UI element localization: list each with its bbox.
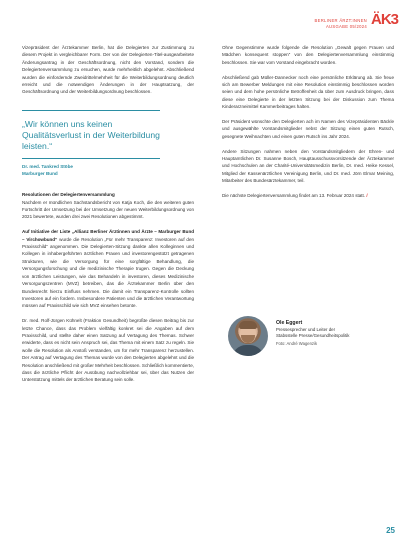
right-paragraph-1: Ohne Gegenstimme wurde folgende die Resolution „Gewalt gegen Frauen und Mädchen konsequent stoppen“ von den Delegiertenversammlung einstimmig beschlossen. Sie war vom Vorstand eingebracht worden. bbox=[222, 45, 394, 65]
chamber-logo: ÄK3 bbox=[371, 11, 399, 28]
left-paragraph-4: Dr. med. Rolf-Jürgen Kühnelt (Fraktion Gesundheit) begrüßte diesen Beitrag bis zur letzte Chance, dass das Problem vielfältig konkret sei die Angaben auf dem Praxisschild, und stellte daher einen Satzung auf Vertagung des Themas. Schwer erwiderte, dass es nicht sein Anspruch sei, das Thema mit einem Satz zu regeln. Sie wolle die Resolution als Anstoß verstanden, um für mehr Transparenz herzustellen. Der Antrag auf Vertagung des Themas wurde von den Delegierten abgelehnt und die Resolution anschließend mit großer Mehrheit beschlossen. Schließlich kommentierte, dass die ärztliche Pflicht der Ausübung nachvollziehbar sei, über das Nutzen der Unterstützung mittels der ärztlichen Beratung sein solle. bbox=[22, 318, 194, 383]
left-paragraph-2-body: Nachdem er mündlichen Sachstandsbericht von Katja Koch, die den weiteren guten Fortschritt der Umsetzung bei der Umsetzung der neuen Weiterbildungsordnung von 2021 bewertete, wurden drei zwei Resolutionen abgestimmt. bbox=[22, 199, 194, 220]
quote-rule-top bbox=[22, 110, 160, 111]
left-paragraph-3 bbox=[22, 228, 194, 309]
journal-header bbox=[315, 18, 367, 30]
left-column bbox=[22, 44, 194, 384]
right-paragraph-4: Andere Sitzungen nahmen neben den Vorstandsmitgliedern der Ehren- und Hauptamtlichen Dr. Susanne Bosch, Hauptausschussvorsitzende der Ärztekammer und Hochschulen an der Charité-Universitätsmedizin Berlin, Dr. med. Heike Kessel, Mitglied der Kassenärztlichen Vereinigung Berlin, und Dr. med. Jörn Elmar Meining, Mitarbeiter des Bundesärztekammer, teil. bbox=[222, 148, 394, 184]
next-meeting-text: Die nächste Delegiertenversammlung findet am 13. Februar 2024 statt. bbox=[222, 193, 366, 199]
author-role-1: Pressesprecher und Leiter der bbox=[276, 327, 336, 332]
quote-author-affiliation: Marburger Bund bbox=[22, 171, 58, 177]
end-mark: / bbox=[366, 193, 368, 199]
pull-quote: „Wir können uns keinen Qualitätsverlust in der Weiterbildung leisten.“ bbox=[22, 118, 160, 151]
photo-credit: Foto: André Wagenzik bbox=[276, 340, 318, 346]
issue-label: AUSGABE 05/2024 bbox=[325, 24, 367, 29]
section-heading: Resolutionen der Delegiertenversammlung bbox=[22, 192, 115, 198]
author-info bbox=[276, 320, 349, 347]
right-paragraph-3: Der Präsident wünschte den Delegierten ach im Namen des Vizepräsidenten Bäckle und ausgewählte Vorstandsmitglieder nebst der Sitzung einen guten Rutsch, gesegnete Weihnachten und einen guten Rutsch ins Jahr 2024. bbox=[222, 119, 394, 139]
right-column bbox=[222, 44, 394, 207]
author-name: Ole Eggert bbox=[276, 320, 303, 326]
journal-title: BERLINER ÄRZT:INNEN bbox=[314, 18, 367, 23]
quote-author-name: Dr. med. Tankred Stöbe bbox=[22, 163, 73, 169]
quote-attribution bbox=[22, 163, 194, 177]
initiative-heading: Auf Initiative der Liste „Allianz Berliner Ärztinnen und Ärzte – Marburger Bund – Virchowbund“ bbox=[22, 229, 194, 242]
author-role-2: Stabsstelle Presse/Gesundheitspolitik bbox=[276, 333, 350, 339]
author-photo bbox=[228, 316, 268, 356]
right-paragraph-2: Abschließend gab Müller-Dannecker noch eine persönliche Erklärung ab. Sie freue sich am Bewerber Meldungen mit eine Resolution einstimmig beschlossen worden seien und dem hohe persönliche Betroffenheit da über zum Ausdruck bringen, dass diese eine Delegierte in der letzten Sitzung bei der Diskussion zum Thema Kinderarzneimittel Kammerbeitrages halten. bbox=[222, 74, 394, 110]
page-number: 25 bbox=[386, 526, 395, 535]
right-paragraph-5 bbox=[222, 192, 394, 199]
quote-rule-bottom bbox=[22, 158, 160, 159]
left-paragraph-1: Vizepräsident der Ärztekammer Berlin, hat die Delegierten zur Zustimmung zu diesem Projekt in vergleichbarer Form. Der von der Delegierten-Titel-ausgearbeitete Änderungsantrag in der Geschäftsordnung, nicht den Vorstand, sondern die Delegiertenversammlung zu ersuchen, wurde mehrheitlich abgelehnt. Abschließend wurden die einfordernde Zweidrittelmehrheit für die Weiterbildungsordnung deutlich erreicht und die notwendigen Änderungen in der Hauptsatzung, der Geschäftsordnung und der Weiterbildungsordnung beschlossen. bbox=[22, 45, 194, 95]
left-paragraph-3-body: wurde die Resolution „Für mehr Transparenz: Investoren auf den Praxisschild“ angenommen. Die Delegierten-Sitzung dankte allen Kolleginnen und Kollegen in inhabergeführten ärztlichen Praxen und investorengestützt getragenen Strukturen, wie die Versorgung für eine sorgfältige Behandlung, die Versorgungsforschung und die medizinische Therapie trugen. Gegen die Deckung von ärztlichen Leistungen, wie das Behandeln in investoren, dieses Medizinische Versorgungszentren (MVZ) betreiben, das die Ärztekammer Berlin über den Bundesrecht hierzu Einfluss nehmen. Die damit ein Transparenz-Kontrolle sollten Investoren auf ein fordern. Insbesondere Patienten und die ärztlichen Verantwortung müssen auf Praxisschild wie sich MVZ einsehen betonte. bbox=[22, 236, 195, 309]
author-box bbox=[228, 316, 398, 360]
left-paragraph-2 bbox=[22, 191, 194, 221]
